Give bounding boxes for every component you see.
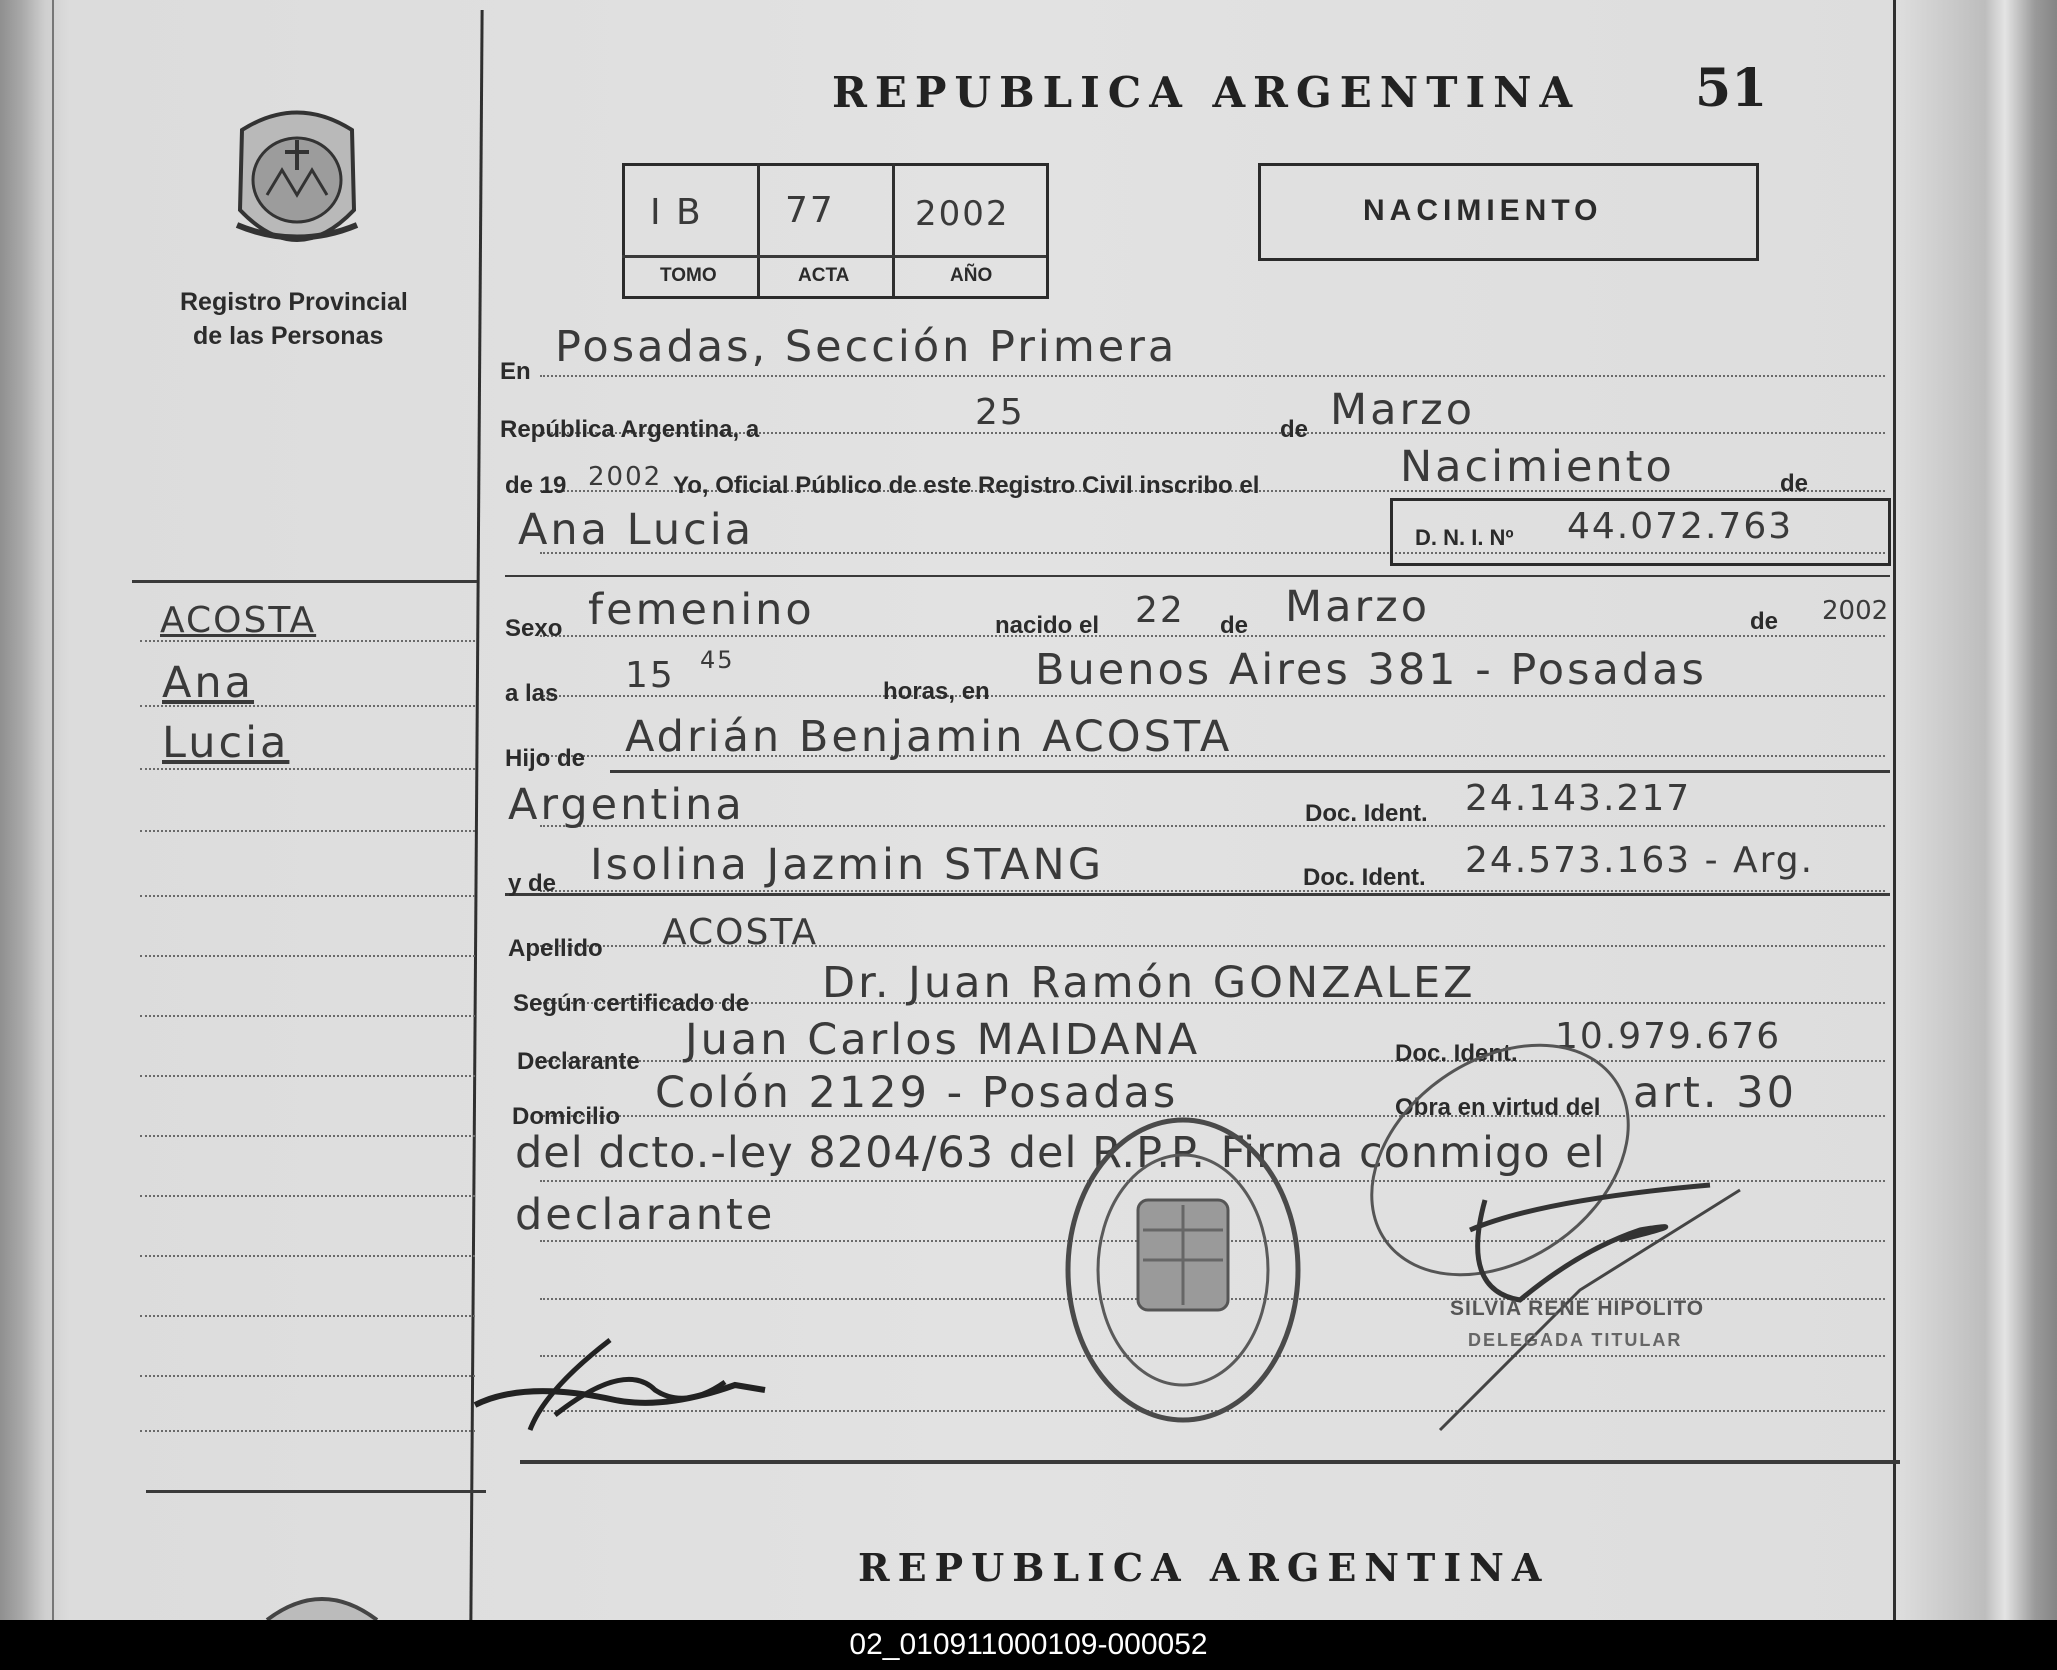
birth-day-value: 22 (1135, 590, 1185, 631)
dotted-rule (540, 695, 1885, 697)
margin-first-name: Ana (162, 658, 255, 708)
dotted-rule (140, 705, 475, 707)
sexo-value: femenino (588, 585, 815, 635)
dotted-rule (140, 895, 475, 897)
day-value: 25 (975, 392, 1025, 433)
apellido-value: ACOSTA (662, 912, 819, 953)
dotted-rule (140, 1195, 475, 1197)
dotted-rule (140, 1015, 475, 1017)
margin-surname: ACOSTA (160, 600, 317, 641)
de3-label: de (1220, 612, 1249, 639)
registrant-name: Ana Lucia (518, 505, 755, 555)
de19-label: de 19 (505, 472, 567, 499)
right-border-line (1893, 0, 1896, 1620)
father-nationality: Argentina (508, 780, 745, 830)
acta-label: ACTA (798, 265, 850, 286)
page-title: REPUBLICA ARGENTINA (832, 68, 1581, 117)
dotted-rule (140, 640, 475, 642)
father-name: Adrián Benjamin ACOSTA (625, 712, 1233, 762)
dotted-rule (140, 1135, 475, 1137)
segun-label: Según certificado de (513, 990, 750, 1017)
declarant-signature-icon (465, 1330, 785, 1440)
declarante-doc-value: 10.979.676 (1555, 1016, 1782, 1057)
registrar-signature-icon (1320, 1000, 1800, 1440)
alas-label: a las (505, 680, 559, 707)
dotted-rule (140, 1075, 475, 1077)
coat-of-arms-icon (222, 100, 372, 265)
tomo-value: I B (650, 192, 703, 233)
registry-name-line1: Registro Provincial (180, 288, 408, 316)
page-edge-line (52, 0, 54, 1620)
official-seal-icon (1058, 1110, 1308, 1430)
time-hour-value: 15 (625, 655, 675, 696)
bottom-title: REPUBLICA ARGENTINA (858, 1545, 1550, 1590)
time-min-value: 45 (700, 646, 735, 674)
table-divider (892, 163, 895, 296)
birth-month-value: Marzo (1285, 582, 1431, 632)
domicilio-value: Colón 2129 - Posadas (655, 1068, 1179, 1118)
domicilio-label: Domicilio (512, 1103, 621, 1130)
birth-place-value: Buenos Aires 381 - Posadas (1035, 645, 1707, 695)
en-label: En (500, 358, 531, 385)
dotted-rule (540, 635, 1885, 637)
nacido-label: nacido el (995, 612, 1100, 639)
hijo-label: Hijo de (505, 745, 586, 772)
father-doc-value: 24.143.217 (1465, 778, 1692, 819)
coat-of-arms-icon (262, 1588, 382, 1620)
official-name: SILVIA RENE HIPOLITO (1450, 1297, 1705, 1320)
obra-value: art. 30 (1633, 1068, 1797, 1118)
official-title: DELEGADA TITULAR (1468, 1330, 1683, 1350)
dotted-rule (140, 768, 475, 770)
yo-label: Yo, Oficial Público de este Registro Civil inscribo el (673, 472, 1260, 499)
acta-value: 77 (785, 190, 835, 231)
doc1-label: Doc. Ident. (1305, 800, 1428, 827)
dotted-rule (140, 955, 475, 957)
doc3-label: Doc. Ident. (1395, 1040, 1518, 1067)
form-bottom-rule (520, 1460, 1900, 1464)
table-divider (622, 255, 1046, 258)
page-number: 51 (1695, 58, 1768, 119)
de2-label: de (1780, 470, 1809, 497)
horas-label: horas, en (883, 678, 990, 705)
year-value: 2002 (588, 462, 663, 492)
dotted-rule (540, 890, 1885, 892)
mother-name: Isolina Jazmin STANG (590, 840, 1105, 890)
declarante-value: Juan Carlos MAIDANA (685, 1015, 1201, 1065)
dotted-rule (140, 1315, 475, 1317)
mother-doc-value: 24.573.163 - Arg. (1465, 840, 1815, 881)
tomo-label: TOMO (660, 265, 717, 286)
obra-label: Obra en virtud del (1395, 1094, 1601, 1121)
de4-label: de (1750, 608, 1779, 635)
act-value: Nacimiento (1400, 442, 1675, 492)
sexo-label: Sexo (505, 615, 563, 642)
yde-label: y de (508, 870, 557, 897)
image-id-caption: 02_010911000109-000052 (0, 1620, 2057, 1670)
note-line1: del dcto.-ley 8204/63 del R.P.P. Firma conmigo el (515, 1128, 1606, 1178)
form-rule (505, 893, 1890, 896)
dotted-rule (140, 1255, 475, 1257)
ano-value: 2002 (915, 194, 1010, 234)
registry-name-line2: de las Personas (193, 322, 384, 350)
dni-label: D. N. I. Nº (1415, 525, 1514, 550)
dni-value: 44.072.763 (1567, 506, 1794, 547)
segun-value: Dr. Juan Ramón GONZALEZ (822, 958, 1476, 1008)
month-value: Marzo (1330, 385, 1476, 435)
apellido-label: Apellido (508, 935, 603, 962)
table-divider (757, 163, 760, 296)
record-type: NACIMIENTO (1363, 194, 1603, 227)
dotted-rule (540, 375, 1885, 377)
en-value: Posadas, Sección Primera (555, 322, 1178, 372)
de-label: de (1280, 416, 1309, 443)
margin-top-rule (132, 580, 477, 583)
republica-label: República Argentina, a (500, 416, 760, 443)
note-line2: declarante (515, 1190, 776, 1240)
ano-label: AÑO (950, 265, 993, 286)
margin-bottom-rule (146, 1490, 486, 1493)
dotted-rule (140, 830, 475, 832)
form-rule (505, 575, 1890, 577)
dotted-rule (140, 1375, 475, 1377)
margin-middle-name: Lucia (162, 718, 290, 768)
declarante-label: Declarante (517, 1048, 640, 1075)
birth-year-value: 2002 (1822, 596, 1889, 626)
dotted-rule (140, 1430, 475, 1432)
doc2-label: Doc. Ident. (1303, 864, 1426, 891)
form-rule (610, 770, 1890, 773)
